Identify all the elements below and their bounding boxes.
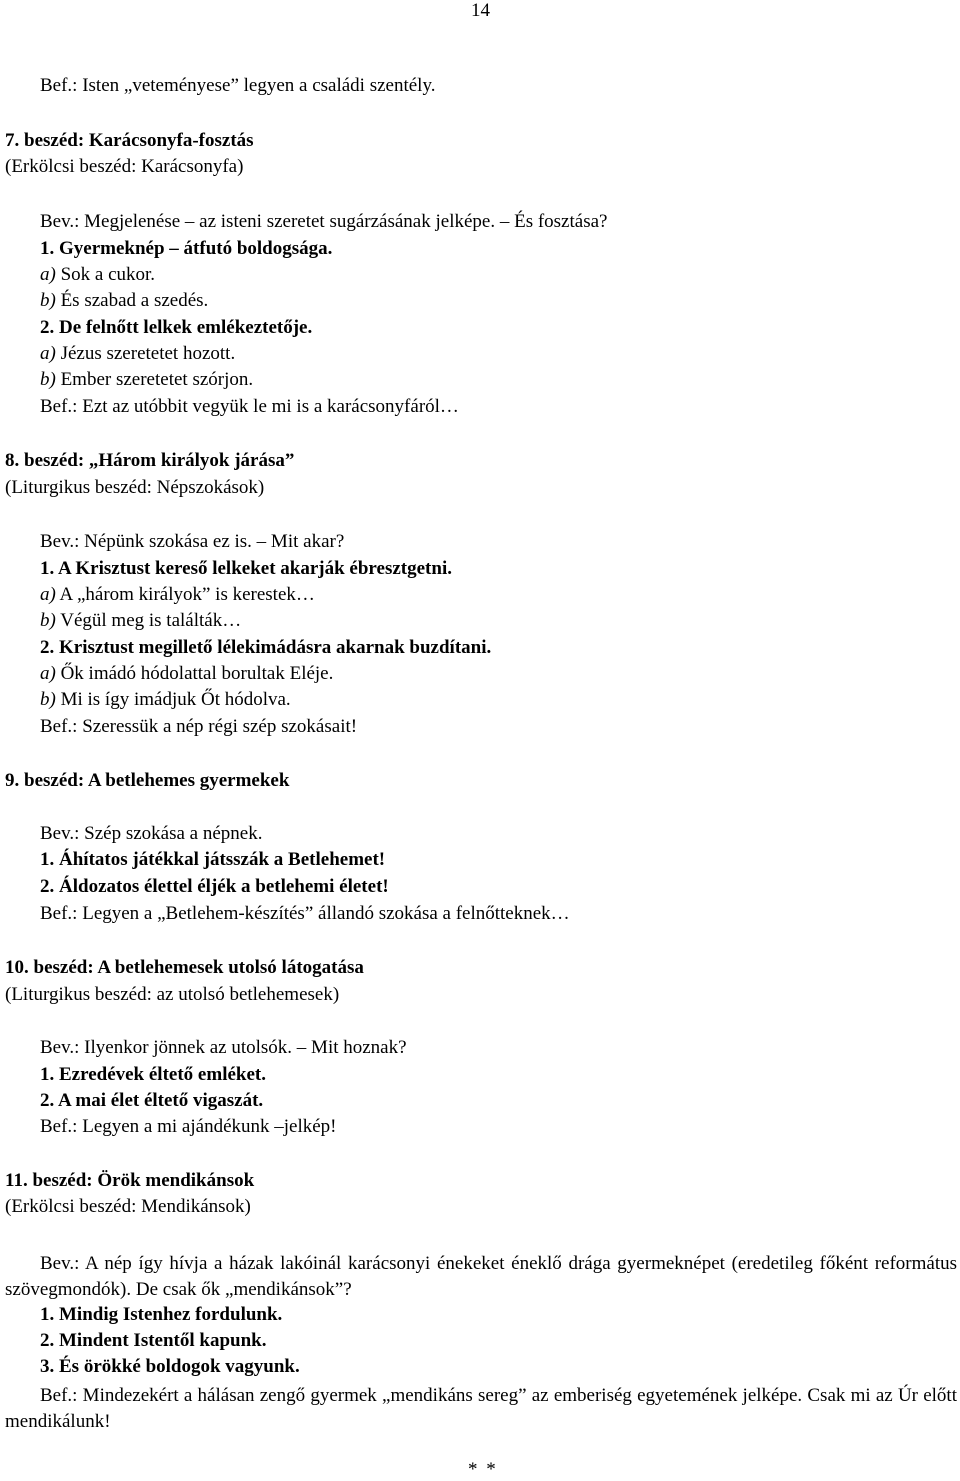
sermon-subtitle: (Erkölcsi beszéd: Karácsonyfa) (5, 156, 244, 177)
subpoint-text: Mi is így imádjuk Őt hódolva. (55, 689, 291, 710)
subpoint-label: a) (40, 264, 56, 285)
subpoint-text: Ők imádó hódolattal borultak Eléje. (55, 663, 334, 684)
subpoint-label: b) (40, 369, 56, 390)
closing-line: Bef.: Legyen a „Betlehem-készítés” állandó szokása a felnőtteknek… (40, 903, 570, 924)
subpoint-label: b) (40, 689, 56, 710)
subpoint-line (40, 265, 155, 284)
sermon-title: 11. beszéd: Örök mendikánsok (5, 1170, 255, 1191)
intro-line: Bev.: Népünk szokása ez is. – Mit akar? (40, 531, 345, 552)
subpoint-text: Ember szeretetet szórjon. (55, 369, 254, 390)
point-heading: 3. És örökké boldogok vagyunk. (40, 1356, 300, 1377)
subpoint-text: Végül meg is találták… (55, 610, 242, 631)
closing-line: Bef.: Isten „veteményese” legyen a családi szentély. (40, 75, 436, 96)
section-separator: * * (468, 1459, 498, 1480)
intro-line: Bev.: Szép szokása a népnek. (40, 823, 263, 844)
sermon-subtitle: (Liturgikus beszéd: az utolsó betlehemesek) (5, 984, 340, 1005)
point-heading: 1. Áhítatos játékkal játsszák a Betlehemet! (40, 849, 386, 870)
subpoint-label: a) (40, 663, 56, 684)
subpoint-text: Sok a cukor. (55, 264, 156, 285)
subpoint-label: b) (40, 290, 56, 311)
point-heading: 1. Ezredévek éltető emléket. (40, 1064, 266, 1085)
point-heading: 2. De felnőtt lelkek emlékeztetője. (40, 317, 313, 338)
subpoint-line (40, 370, 253, 389)
sermon-title: 9. beszéd: A betlehemes gyermekek (5, 770, 290, 791)
sermon-title: 7. beszéd: Karácsonyfa-fosztás (5, 130, 254, 151)
subpoint-label: b) (40, 610, 56, 631)
subpoint-line (40, 611, 241, 630)
closing-line: Bef.: Legyen a mi ajándékunk –jelkép! (40, 1116, 337, 1137)
page-number: 14 (471, 0, 490, 21)
subpoint-text: A „három királyok” is kerestek… (55, 584, 315, 605)
point-heading: 2. Krisztust megillető lélekimádásra akarnak buzdítani. (40, 637, 492, 658)
point-heading: 1. Mindig Istenhez fordulunk. (40, 1304, 283, 1325)
intro-line: Bev.: Ilyenkor jönnek az utolsók. – Mit hoznak? (40, 1037, 407, 1058)
closing-line: Bef.: Szeressük a nép régi szép szokásait! (40, 716, 358, 737)
sermon-title: 8. beszéd: „Három királyok járása” (5, 450, 295, 471)
point-heading: 2. Áldozatos élettel éljék a betlehemi életet! (40, 876, 389, 897)
subpoint-label: a) (40, 584, 56, 605)
sermon-subtitle: (Liturgikus beszéd: Népszokások) (5, 477, 265, 498)
point-heading: 1. Gyermeknép – átfutó boldogsága. (40, 238, 333, 259)
intro-paragraph: Bev.: A nép így hívja a házak lakóinál karácsonyi énekeket éneklő drága gyermeknépet (eredetileg főként református szövegmondók). De csak ők „mendikánsok”? (5, 1253, 957, 1300)
sermon-title: 10. beszéd: A betlehemesek utolsó látogatása (5, 957, 364, 978)
point-heading: 1. A Krisztust kereső lelkeket akarják ébresztgetni. (40, 558, 452, 579)
subpoint-line (40, 344, 235, 363)
sermon-subtitle: (Erkölcsi beszéd: Mendikánsok) (5, 1196, 251, 1217)
subpoint-line (40, 690, 291, 709)
subpoint-text: És szabad a szedés. (55, 290, 209, 311)
point-heading: 2. Mindent Istentől kapunk. (40, 1330, 267, 1351)
subpoint-text: Jézus szeretetet hozott. (55, 343, 236, 364)
closing-paragraph: Bef.: Mindezekért a hálásan zengő gyermek „mendikáns sereg” az emberiség egyetemének jelképe. Csak mi az Úr előtt mendikálunk! (5, 1385, 957, 1432)
subpoint-line (40, 291, 208, 310)
closing-line: Bef.: Ezt az utóbbit vegyük le mi is a karácsonyfáról… (40, 396, 459, 417)
subpoint-label: a) (40, 343, 56, 364)
subpoint-line (40, 664, 333, 683)
intro-line: Bev.: Megjelenése – az isteni szeretet sugárzásának jelképe. – És fosztása? (40, 211, 608, 232)
point-heading: 2. A mai élet éltető vigaszát. (40, 1090, 264, 1111)
subpoint-line (40, 585, 315, 604)
